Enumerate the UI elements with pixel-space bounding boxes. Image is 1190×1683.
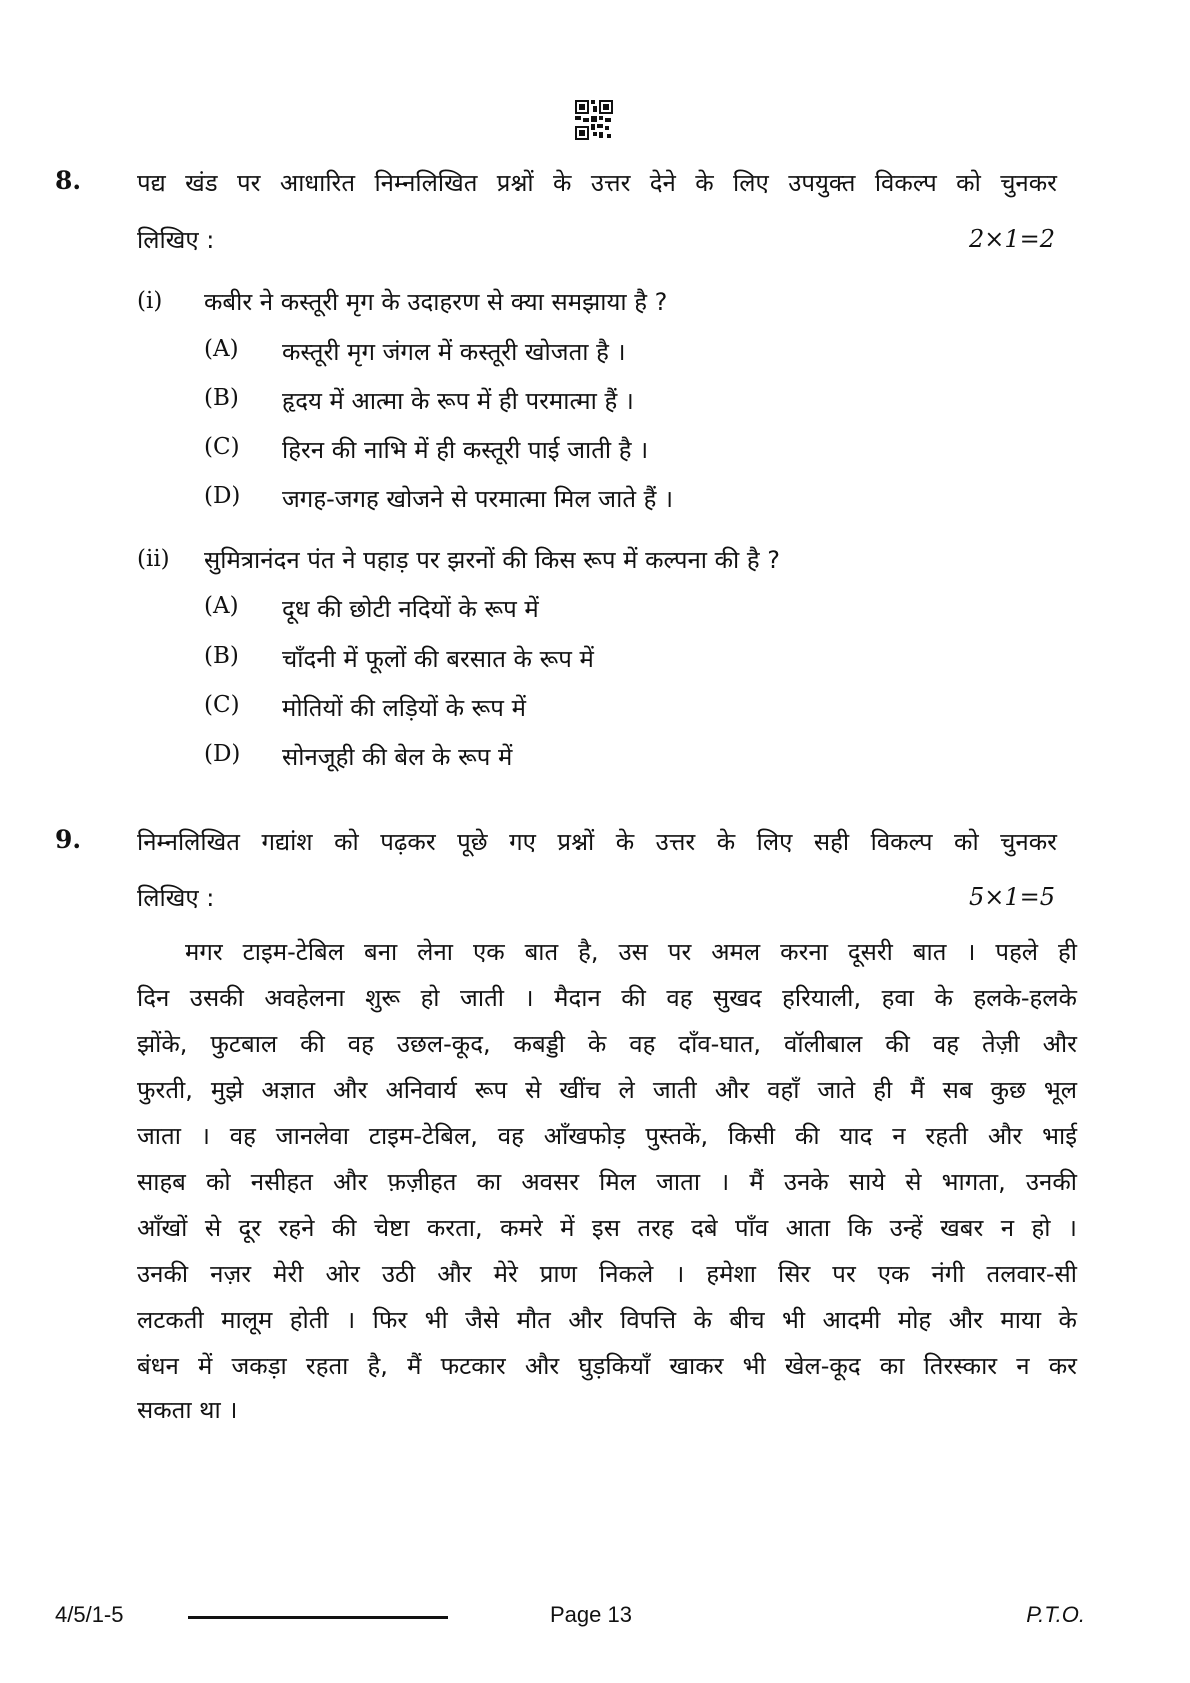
option-label: (A): [204, 336, 239, 362]
footer-divider: [188, 1616, 448, 1619]
passage-line: [137, 1027, 1077, 1060]
passage-line-text: दिन उसकी अवहेलना शुरू हो जाती । मैदान की वह सुखद हरियाली, हवा के हलके-हलके: [137, 984, 1077, 1012]
passage-line-text: उनकी नज़र मेरी ओर उठी और मेरे प्राण निकले । हमेशा सिर पर एक नंगी तलवार-सी: [137, 1260, 1077, 1288]
please-turn-over: P.T.O.: [1026, 1602, 1085, 1627]
passage-line-text: आँखों से दूर रहने की चेष्टा करता, कमरे में इस तरह दबे पाँव आता कि उन्हें खबर न हो ।: [137, 1214, 1077, 1242]
question-9-text: निम्नलिखित गद्यांश को पढ़कर पूछे गए प्रश्नों के उत्तर के लिए सही विकल्प को चुनकर: [137, 828, 1057, 856]
passage-line-text: जाता । वह जानलेवा टाइम-टेबिल, वह आँखफोड़ पुस्तकें, किसी की याद न रहती और भाई: [137, 1122, 1077, 1150]
passage-line: [137, 1073, 1077, 1106]
question-9-marks: 5×1=5: [968, 883, 1055, 911]
paper-code: 4/5/1-5: [55, 1602, 124, 1627]
question-9-instruction-line2: लिखिए :: [137, 884, 215, 912]
passage-line-text: झोंके, फुटबाल की वह उछल-कूद, कबड्डी के वह दाँव-घात, वॉलीबाल की वह तेज़ी और: [137, 1030, 1077, 1058]
passage-line: [137, 1119, 1077, 1152]
qr-code-icon: [575, 100, 613, 140]
option-label: (B): [204, 643, 239, 669]
passage-line: [137, 1349, 1077, 1382]
passage-line: [137, 1165, 1077, 1198]
option-text: दूध की छोटी नदियों के रूप में: [282, 595, 539, 623]
question-8-text: पद्य खंड पर आधारित निम्नलिखित प्रश्नों के उत्तर देने के लिए उपयुक्त विकल्प को चुनकर: [137, 169, 1057, 197]
option-label: (D): [204, 741, 241, 767]
passage-line: [137, 1257, 1077, 1290]
question-number-9: 9.: [55, 825, 82, 854]
passage-line-text: लटकती मालूम होती । फिर भी जैसे मौत और विपत्ति के बीच भी आदमी मोह और माया के: [137, 1306, 1077, 1334]
subquestion-text-ii: सुमित्रानंदन पंत ने पहाड़ पर झरनों की किस रूप में कल्पना की है ?: [204, 546, 781, 574]
option-label: (C): [204, 692, 240, 718]
option-label: (B): [204, 385, 239, 411]
question-9-instruction-line1: [137, 825, 1057, 858]
option-text: हृदय में आत्मा के रूप में ही परमात्मा हैं ।: [282, 387, 634, 415]
option-text: कस्तूरी मृग जंगल में कस्तूरी खोजता है ।: [282, 338, 626, 366]
passage-line: [137, 981, 1077, 1014]
passage-line: [137, 1303, 1077, 1336]
subquestion-label-ii: (ii): [137, 546, 170, 572]
passage-line-text: मगर टाइम-टेबिल बना लेना एक बात है, उस पर अमल करना दूसरी बात । पहले ही: [185, 938, 1077, 966]
option-text: मोतियों की लड़ियों के रूप में: [282, 694, 526, 722]
option-text: सोनजूही की बेल के रूप में: [282, 743, 513, 771]
passage-line-text: बंधन में जकड़ा रहता है, मैं फटकार और घुड़कियाँ खाकर भी खेल-कूद का तिरस्कार न कर: [137, 1352, 1077, 1380]
option-label: (D): [204, 483, 241, 509]
option-label: (A): [204, 593, 239, 619]
question-8-instruction-line1: [137, 166, 1057, 199]
passage-line: [185, 935, 1077, 968]
passage-line-text: फुरती, मुझे अज्ञात और अनिवार्य रूप से खींच ले जाती और वहाँ जाते ही मैं सब कुछ भूल: [137, 1076, 1077, 1104]
option-text: जगह-जगह खोजने से परमात्मा मिल जाते हैं ।: [282, 485, 674, 513]
option-text: चाँदनी में फूलों की बरसात के रूप में: [282, 645, 594, 673]
page-number: Page 13: [550, 1602, 632, 1627]
option-text: हिरन की नाभि में ही कस्तूरी पाई जाती है ।: [282, 436, 649, 464]
question-8-instruction-line2: लिखिए :: [137, 226, 215, 254]
subquestion-text-i: कबीर ने कस्तूरी मृग के उदाहरण से क्या समझाया है ?: [204, 288, 668, 316]
subquestion-label-i: (i): [137, 288, 163, 314]
question-8-marks: 2×1=2: [968, 225, 1055, 253]
question-number-8: 8.: [55, 166, 82, 195]
option-label: (C): [204, 434, 240, 460]
passage-line: [137, 1211, 1077, 1244]
passage-line-last: सकता था ।: [137, 1396, 238, 1424]
passage-line-text: साहब को नसीहत और फ़ज़ीहत का अवसर मिल जाता । मैं उनके साये से भागता, उनकी: [137, 1168, 1077, 1196]
